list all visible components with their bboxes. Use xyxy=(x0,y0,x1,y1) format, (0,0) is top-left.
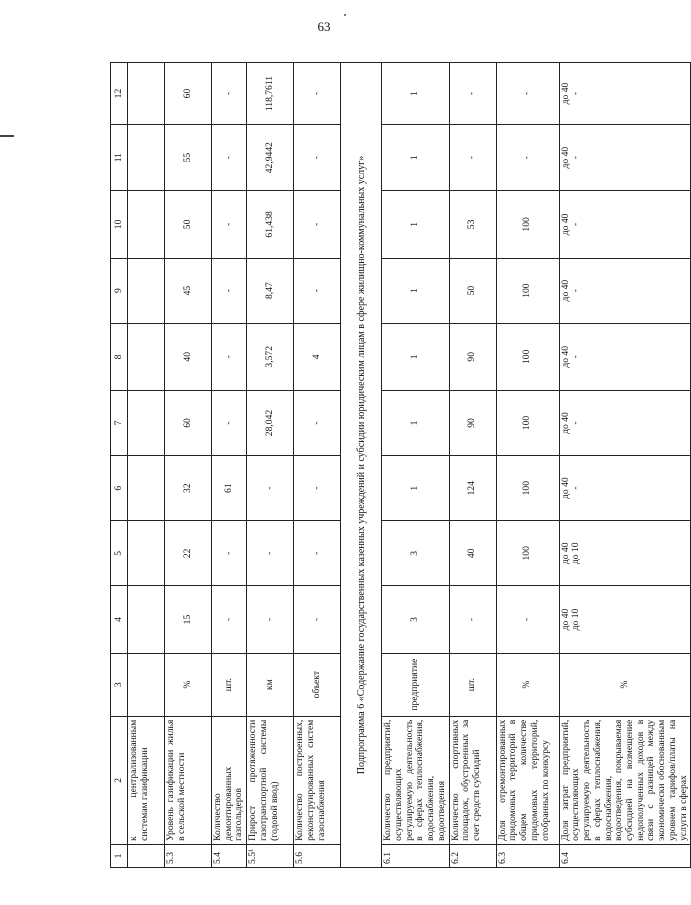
value-cell: - xyxy=(212,191,247,258)
value-cell: - xyxy=(212,390,247,455)
row-number-cell: 5.5¹ xyxy=(247,844,294,867)
value-cell xyxy=(559,63,691,125)
value-line: до 40 xyxy=(559,345,571,368)
table-row xyxy=(165,63,212,868)
value-cell: - xyxy=(247,456,294,521)
value-cell: - xyxy=(212,258,247,323)
value-cell: - xyxy=(294,258,341,323)
unit-cell: км xyxy=(247,653,294,716)
column-number-cell: 4 xyxy=(111,586,128,653)
table-row xyxy=(212,63,247,868)
value-cell xyxy=(559,258,691,323)
value-cell: - xyxy=(212,63,247,125)
value-cell xyxy=(128,125,165,191)
value-cell xyxy=(559,521,691,586)
value-line: до 40 xyxy=(559,542,571,565)
section-title-cell: Подпрограмма 6 «Содержание государственных казенных учреждений и субсидии юридическим лицам в сфере жилищно-коммунальных услуг» xyxy=(341,63,382,868)
value-cell: - xyxy=(449,125,496,191)
value-cell xyxy=(128,258,165,323)
value-cell: - xyxy=(294,125,341,191)
column-number-cell: 1 xyxy=(111,844,128,867)
value-cell: 50 xyxy=(449,258,496,323)
value-cell xyxy=(559,125,691,191)
value-cell: - xyxy=(212,125,247,191)
value-cell: 60 xyxy=(165,63,212,125)
unit-cell: % xyxy=(165,653,212,716)
value-cell: 22 xyxy=(165,521,212,586)
table-row xyxy=(294,63,341,868)
value-cell: 124 xyxy=(449,456,496,521)
value-cell: - xyxy=(212,521,247,586)
unit-cell xyxy=(128,653,165,716)
value-line: до 40 xyxy=(559,82,571,105)
indicator-name-cell: Прирост протяженности газотранспортной системы (годовой ввод) xyxy=(247,716,294,844)
table-row xyxy=(449,63,496,868)
value-cell xyxy=(128,63,165,125)
column-number-cell: 3 xyxy=(111,653,128,716)
value-cell: 100 xyxy=(496,456,559,521)
value-cell: 1 xyxy=(382,323,449,390)
value-cell: 3,572 xyxy=(247,323,294,390)
column-number-cell: 5 xyxy=(111,521,128,586)
value-cell: - xyxy=(294,390,341,455)
value-line: до 10 xyxy=(570,608,582,631)
value-cell: - xyxy=(294,456,341,521)
table-row xyxy=(496,63,559,868)
unit-cell: шт. xyxy=(449,653,496,716)
value-cell xyxy=(128,521,165,586)
indicator-name-cell: Количество демонтированных газгольдеров xyxy=(212,716,247,844)
value-cell: - xyxy=(496,63,559,125)
value-cell: 42,9442 xyxy=(247,125,294,191)
value-line: - xyxy=(570,421,582,425)
table-row xyxy=(247,63,294,868)
column-number-cell: 12 xyxy=(111,63,128,125)
section-row xyxy=(341,63,382,868)
row-number-cell: 6.2 xyxy=(449,844,496,867)
value-cell: 50 xyxy=(165,191,212,258)
value-cell: 1 xyxy=(382,258,449,323)
value-cell: - xyxy=(294,521,341,586)
value-cell: 3 xyxy=(382,586,449,653)
row-number-cell: 5.3 xyxy=(165,844,212,867)
value-line: до 40 xyxy=(559,146,571,169)
value-cell: 100 xyxy=(496,323,559,390)
page-number: 63 xyxy=(317,19,331,34)
value-cell: 8,47 xyxy=(247,258,294,323)
value-cell: 45 xyxy=(165,258,212,323)
row-number-cell: 6.1 xyxy=(382,844,449,867)
value-cell xyxy=(559,586,691,653)
value-cell: 28,042 xyxy=(247,390,294,455)
unit-cell: шт. xyxy=(212,653,247,716)
value-line: - xyxy=(570,156,582,160)
value-cell: - xyxy=(294,586,341,653)
indicator-name-cell: Доля затрат предприятий, осуществляющих регулируемую деятельность в сферах теплоснабжения, водоснабжения, водоотведения, покрываемая субсидией на возмещение недополученных доходов в связи с разницей между экономически обоснованным уровнем тарифов/платы на услуги в сферах xyxy=(559,716,691,844)
value-cell: 60 xyxy=(165,390,212,455)
value-cell: - xyxy=(449,63,496,125)
value-cell xyxy=(559,191,691,258)
value-cell: 4 xyxy=(294,323,341,390)
value-cell: 61 xyxy=(212,456,247,521)
indicator-name-cell: к централизованным системам газификации xyxy=(128,716,165,844)
value-cell: - xyxy=(247,586,294,653)
value-line: - xyxy=(570,355,582,359)
value-cell: 1 xyxy=(382,125,449,191)
value-cell xyxy=(128,191,165,258)
column-number-cell: 10 xyxy=(111,191,128,258)
indicator-name-cell: Количество спортивных площадок, обустроенных за счет средств субсидий xyxy=(449,716,496,844)
row-number-cell: 5.4 xyxy=(212,844,247,867)
value-line: до 40 xyxy=(559,477,571,499)
row-number-cell: 5.6 xyxy=(294,844,341,867)
value-cell: 100 xyxy=(496,390,559,455)
value-cell: 3 xyxy=(382,521,449,586)
value-cell: 32 xyxy=(165,456,212,521)
row-number-cell xyxy=(128,844,165,867)
margin-mark xyxy=(0,135,14,137)
unit-cell: предприятие xyxy=(382,653,449,716)
value-cell: 1 xyxy=(382,390,449,455)
value-cell: 118,7611 xyxy=(247,63,294,125)
value-cell: 90 xyxy=(449,390,496,455)
column-number-cell: 9 xyxy=(111,258,128,323)
value-cell xyxy=(559,456,691,521)
value-cell: - xyxy=(496,125,559,191)
row-number-cell: 6.3 xyxy=(496,844,559,867)
value-cell xyxy=(128,456,165,521)
column-number-cell: 7 xyxy=(111,390,128,455)
scan-speck xyxy=(344,14,346,16)
unit-cell: % xyxy=(496,653,559,716)
value-cell: 53 xyxy=(449,191,496,258)
value-cell: - xyxy=(212,586,247,653)
value-line: - xyxy=(570,91,582,96)
table-row xyxy=(128,63,165,868)
indicators-table xyxy=(110,62,691,868)
indicator-name-cell: Количество предприятий, осуществляющих регулируемую деятельность в сферах теплоснабжения, водоснабжения, водоотведения xyxy=(382,716,449,844)
value-cell: 40 xyxy=(165,323,212,390)
value-cell: - xyxy=(212,323,247,390)
value-line: до 40 xyxy=(559,608,571,631)
value-line: - xyxy=(570,486,582,490)
value-cell: 1 xyxy=(382,456,449,521)
column-number-cell: 6 xyxy=(111,456,128,521)
value-cell: 1 xyxy=(382,63,449,125)
value-line: до 40 xyxy=(559,213,571,236)
indicator-name-cell: Уровень газификации жилья в сельской местности xyxy=(165,716,212,844)
value-cell: 15 xyxy=(165,586,212,653)
value-cell xyxy=(128,323,165,390)
value-cell: - xyxy=(294,191,341,258)
value-line: до 10 xyxy=(570,542,582,565)
column-number-cell: 11 xyxy=(111,125,128,191)
header-row xyxy=(111,63,128,868)
value-cell xyxy=(559,323,691,390)
value-line: до 40 xyxy=(559,279,571,302)
table-row xyxy=(559,63,691,868)
value-line: - xyxy=(570,289,582,293)
value-cell xyxy=(559,390,691,455)
value-line: до 40 xyxy=(559,412,571,434)
value-cell: 100 xyxy=(496,521,559,586)
value-cell: - xyxy=(496,586,559,653)
value-cell: 61,438 xyxy=(247,191,294,258)
table-row xyxy=(382,63,449,868)
value-cell: - xyxy=(247,521,294,586)
indicator-name-cell: Доля отремонтированных придомовых территорий в общем количестве придомовых территорий, отобранных по конкурсу xyxy=(496,716,559,844)
value-cell: - xyxy=(449,586,496,653)
value-cell: 100 xyxy=(496,191,559,258)
value-line: - xyxy=(570,222,582,226)
indicator-name-cell: Количество построенных, реконструированных систем газоснабжения xyxy=(294,716,341,844)
rotated-table-container xyxy=(110,62,689,868)
unit-cell: % xyxy=(559,653,691,716)
value-cell: 55 xyxy=(165,125,212,191)
value-cell xyxy=(128,586,165,653)
value-cell xyxy=(128,390,165,455)
value-cell: 90 xyxy=(449,323,496,390)
value-cell: 40 xyxy=(449,521,496,586)
unit-cell: объект xyxy=(294,653,341,716)
row-number-cell: 6.4 xyxy=(559,844,691,867)
value-cell: 1 xyxy=(382,191,449,258)
column-number-cell: 2 xyxy=(111,716,128,844)
column-number-cell: 8 xyxy=(111,323,128,390)
value-cell: - xyxy=(294,63,341,125)
value-cell: 100 xyxy=(496,258,559,323)
